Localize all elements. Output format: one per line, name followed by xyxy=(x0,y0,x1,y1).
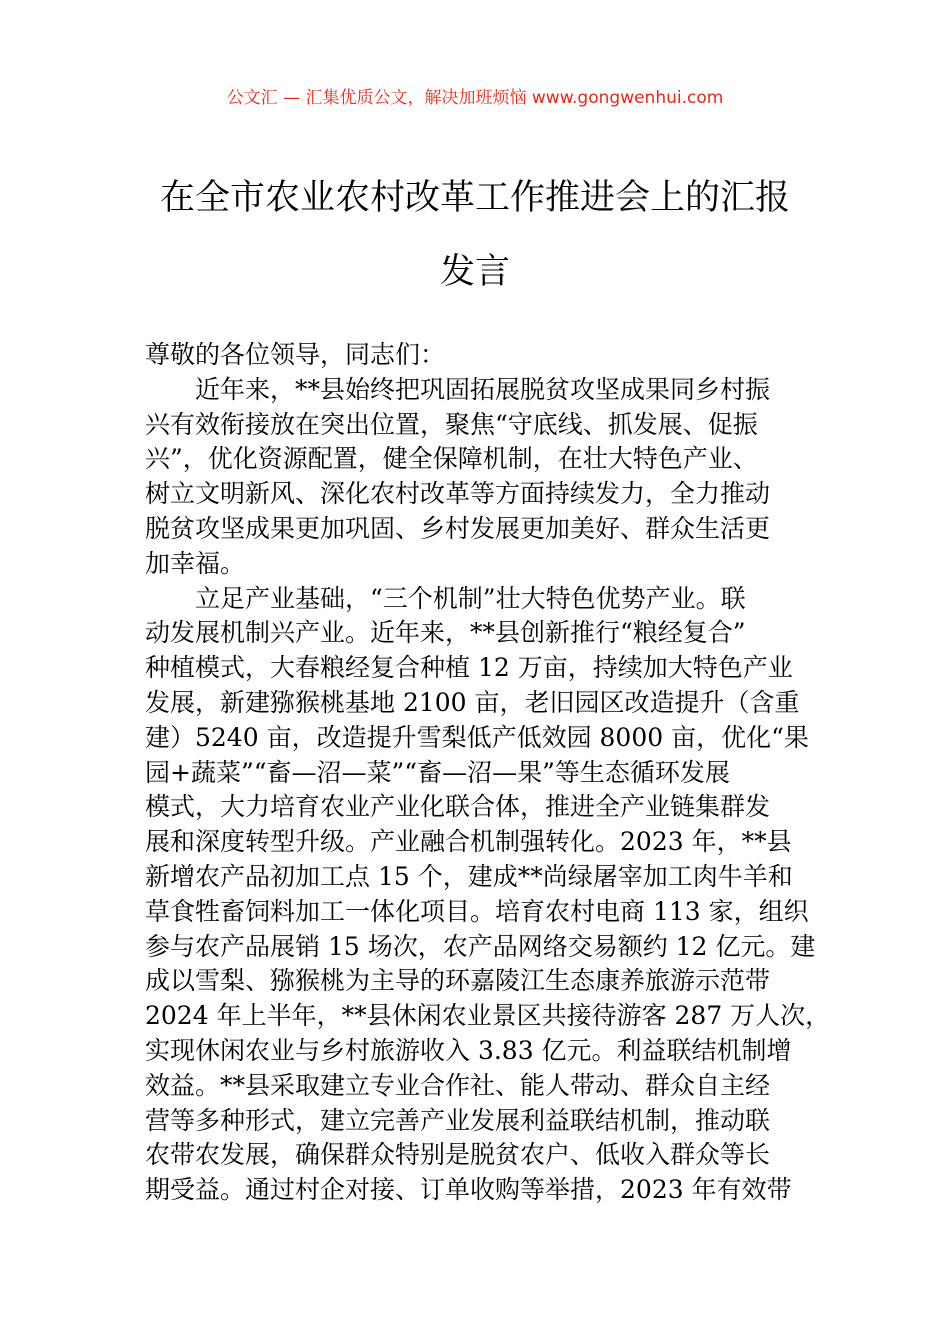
body-line: 兴”，优化资源配置，健全保障机制，在壮大特色产业、 xyxy=(145,444,758,474)
body-line: 实现休闲农业与乡村旅游收入 3.83 亿元。利益联结机制增 xyxy=(145,1035,792,1065)
document-title-line-2: 发言 xyxy=(439,252,510,292)
body-line: 树立文明新风、深化农村改革等方面持续发力，全力推动 xyxy=(145,479,771,509)
salutation: 尊敬的各位领导，同志们： xyxy=(145,340,446,369)
body-line: 建）5240 亩，改造提升雪梨低产低效园 8000 亩，优化“果 xyxy=(145,722,809,752)
body-line: 农带农发展，确保群众特别是脱贫农户、低收入群众等长 xyxy=(145,1140,771,1170)
body-line: 园+蔬菜”“畜—沼—菜”“畜—沼—果”等生态循环发展 xyxy=(145,757,730,787)
header-banner: 公文汇 — 汇集优质公文，解决加班烦恼 www.gongwenhui.com xyxy=(226,88,724,108)
body-line: 期受益。通过村企对接、订单收购等举措，2023 年有效带 xyxy=(145,1175,792,1205)
body-line: 参与农产品展销 15 场次，农产品网络交易额约 12 亿元。建 xyxy=(145,931,816,961)
body-line: 模式，大力培育农业产业化联合体，推进全产业链集群发 xyxy=(145,792,771,822)
document-title-line-1: 在全市农业农村改革工作推进会上的汇报 xyxy=(159,178,790,218)
body-line: 发展，新建猕猴桃基地 2100 亩，老旧园区改造提升（含重 xyxy=(145,687,800,717)
body-line: 2024 年上半年，**县休闲农业景区共接待游客 287 万人次， xyxy=(145,1001,831,1031)
body-line: 种植模式，大春粮经复合种植 12 万亩，持续加大特色产业 xyxy=(145,653,793,683)
body-line: 加幸福。 xyxy=(145,548,246,578)
body-line: 兴有效衔接放在突出位置，聚焦“守底线、抓发展、促振 xyxy=(145,409,758,439)
body-line: 动发展机制兴产业。近年来，**县创新推行“粮经复合” xyxy=(145,618,746,648)
body-line: 效益。**县采取建立专业合作社、能人带动、群众自主经 xyxy=(145,1070,771,1100)
body-line: 展和深度转型升级。产业融合机制强转化。2023 年，**县 xyxy=(145,827,792,857)
body-line: 成以雪梨、猕猴桃为主导的环嘉陵江生态康养旅游示范带 xyxy=(145,966,771,996)
document-body xyxy=(145,338,831,1208)
body-line: 草食牲畜饲料加工一体化项目。培育农村电商 113 家，组织 xyxy=(145,896,809,926)
body-line: 营等多种形式，建立完善产业发展利益联结机制，推动联 xyxy=(145,1105,771,1135)
body-line: 立足产业基础，“三个机制”壮大特色优势产业。联 xyxy=(195,583,746,613)
body-line: 脱贫攻坚成果更加巩固、乡村发展更加美好、群众生活更 xyxy=(145,513,771,543)
body-line: 近年来，**县始终把巩固拓展脱贫攻坚成果同乡村振 xyxy=(195,374,771,404)
body-line: 新增农产品初加工点 15 个，建成**尚绿屠宰加工肉牛羊和 xyxy=(145,861,793,891)
